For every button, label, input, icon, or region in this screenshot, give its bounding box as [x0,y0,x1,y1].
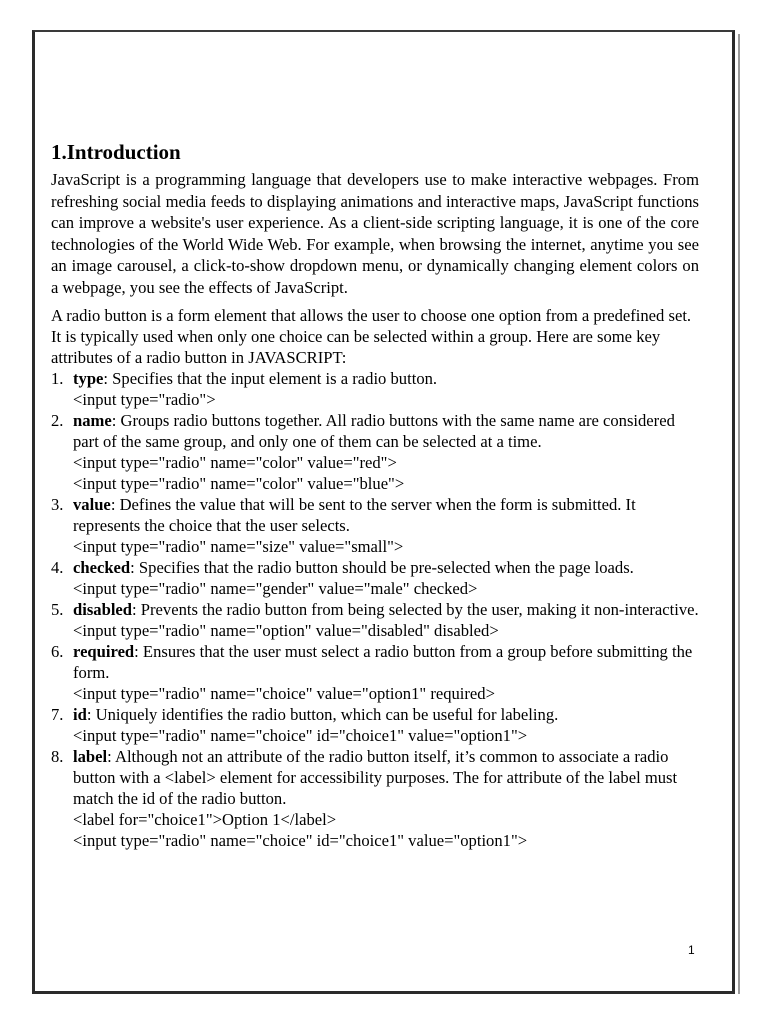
list-number: 8. [51,747,64,766]
attribute-term: id [73,705,87,724]
section-heading: 1.Introduction [51,140,181,164]
code-example: <input type="radio"> [73,390,216,409]
list-item-value [51,494,699,557]
page-number: 1 [688,943,695,957]
code-example: <label for="choice1">Option 1</label> [73,810,337,829]
attribute-description: : Prevents the radio button from being selected by the user, making it non-interactive. [132,600,699,619]
code-example: <input type="radio" name="choice" value="option1" required> [73,684,495,703]
code-example: <input type="radio" name="color" value="red"> [73,453,397,472]
list-item-checked [51,557,699,599]
attribute-term: value [73,495,111,514]
list-item-name [51,410,699,494]
code-example: <input type="radio" name="color" value="blue"> [73,474,405,493]
attribute-term: type [73,369,104,388]
list-number: 5. [51,600,64,619]
list-number: 3. [51,495,64,514]
list-item-required [51,641,699,704]
list-number: 4. [51,558,64,577]
list-number: 2. [51,411,64,430]
attribute-term: label [73,747,108,766]
code-example: <input type="radio" name="gender" value="male" checked> [73,579,478,598]
list-item-label [51,746,699,851]
intro-paragraph: JavaScript is a programming language that developers use to make interactive webpages. From refreshing social media feeds to displaying animations and interactive maps, JavaScript functions can improve a website's user experience. As a client-side scripting language, it is one of the core technologies of the World Wide Web. For example, when browsing the internet, anytime you see an image carousel, a click-to-show dropdown menu, or dynamically changing element colors on a webpage, you see the effects of JavaScript. [51,170,699,297]
attribute-description: : Defines the value that will be sent to the server when the form is submitted. It represents the choice that the user selects. [73,495,636,535]
code-example: <input type="radio" name="option" value="disabled" disabled> [73,621,499,640]
list-item-type [51,368,699,410]
document-body [51,139,699,851]
list-item-id [51,704,699,746]
radio-button-paragraph: A radio button is a form element that allows the user to choose one option from a predefined set. It is typically used when only one choice can be selected within a group. Here are some key attributes of a radio button in JAVASCRIPT: [51,306,692,367]
code-example: <input type="radio" name="choice" id="choice1" value="option1"> [73,831,528,850]
attribute-description: : Specifies that the radio button should be pre-selected when the page loads. [130,558,634,577]
attribute-term: disabled [73,600,133,619]
attribute-description: : Although not an attribute of the radio button itself, it’s common to associate a radio button with a <label> element for accessibility purposes. The for attribute of the label must match the id of the radio button. [73,747,678,808]
code-example: <input type="radio" name="size" value="small"> [73,537,404,556]
list-item-disabled [51,599,699,641]
attribute-description: : Uniquely identifies the radio button, which can be useful for labeling. [86,705,559,724]
code-example: <input type="radio" name="choice" id="choice1" value="option1"> [73,726,528,745]
attribute-term: name [73,411,112,430]
attribute-term: checked [73,558,131,577]
list-number: 6. [51,642,64,661]
list-number: 7. [51,705,64,724]
attribute-term: required [73,642,135,661]
list-number: 1. [51,369,64,388]
attribute-description: : Ensures that the user must select a radio button from a group before submitting the form. [73,642,693,682]
attribute-list [51,368,699,851]
attribute-description: : Groups radio buttons together. All radio buttons with the same name are considered part of the same group, and only one of them can be selected at a time. [73,411,675,451]
attribute-description: : Specifies that the input element is a radio button. [103,369,438,388]
